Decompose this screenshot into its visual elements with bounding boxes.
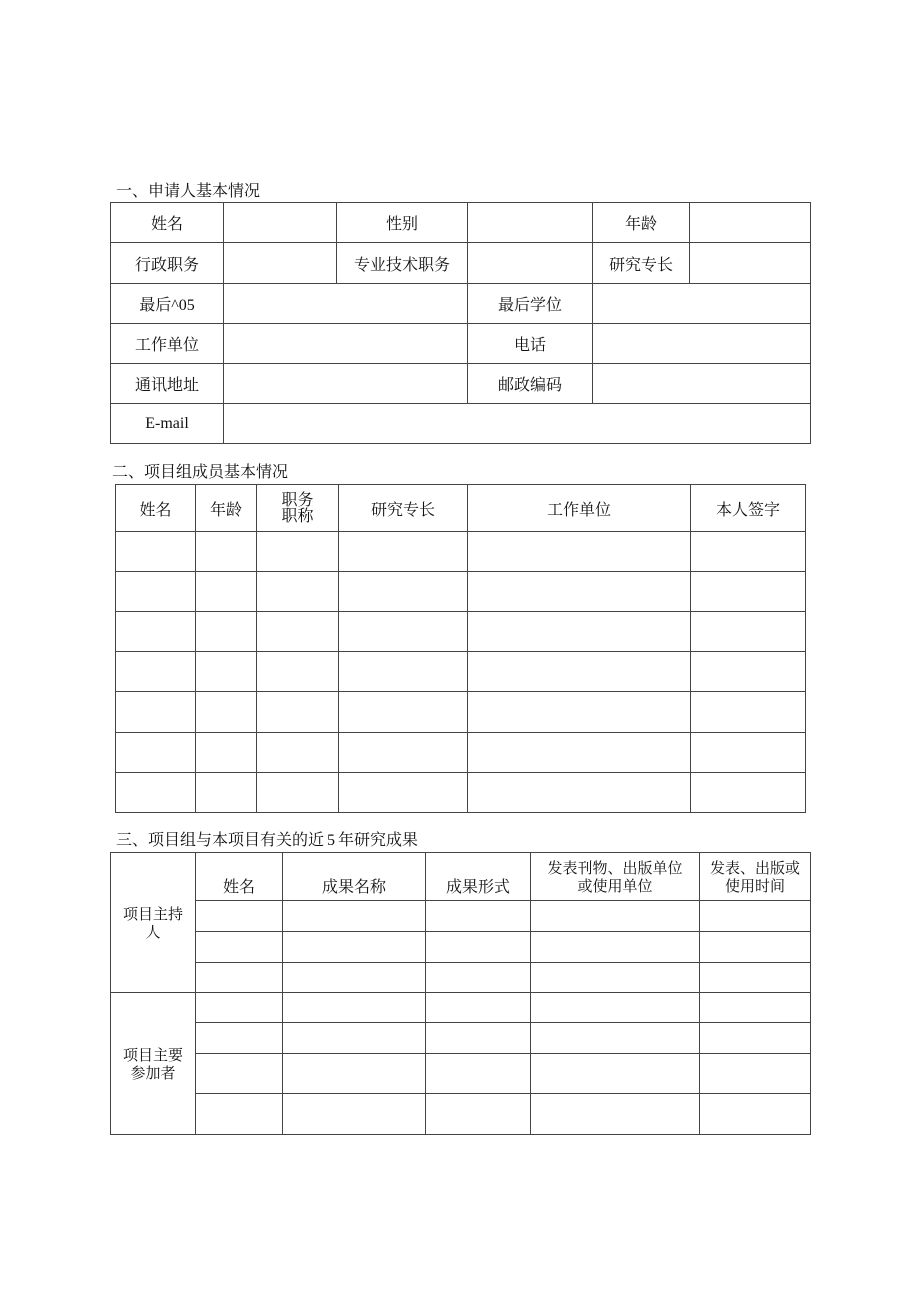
members-label-line2: 参加者 (130, 1063, 176, 1082)
achievements-header-time-line1: 发表、出版或 (709, 858, 800, 877)
label-last-degree: 最后学位 (468, 284, 593, 324)
members-header-title: 职称 (281, 506, 314, 525)
table-row (116, 572, 806, 612)
field-work-unit[interactable] (224, 324, 468, 364)
achievements-header-name: 姓名 (196, 853, 283, 901)
field-last-education[interactable] (224, 284, 468, 324)
section3-title-suffix: 年研究成果 (338, 830, 419, 849)
table-row (111, 1023, 811, 1054)
table-row (116, 773, 806, 813)
host-label-line2: 人 (145, 922, 161, 941)
achievements-header-time (700, 853, 811, 901)
section3-title-prefix: 三、项目组与本项目有关的近 (116, 830, 325, 849)
field-last-degree[interactable] (593, 284, 811, 324)
achievements-header-result-name: 成果名称 (283, 853, 426, 901)
label-name: 姓名 (111, 203, 224, 243)
table-row (111, 963, 811, 993)
table-row (116, 532, 806, 572)
members-header-work-unit: 工作单位 (468, 485, 691, 532)
label-phone: 电话 (468, 324, 593, 364)
members-header-name: 姓名 (116, 485, 196, 532)
field-email[interactable] (224, 404, 811, 444)
table-row (111, 932, 811, 963)
label-last-education: 最后^05 (111, 284, 224, 324)
host-group-label (111, 853, 196, 993)
host-label-line1: 项目主持 (122, 904, 183, 923)
table-row (116, 733, 806, 773)
achievements-header-time-line2: 使用时间 (724, 876, 785, 895)
members-group-label (111, 993, 196, 1135)
table-row (116, 652, 806, 692)
achievements-table (110, 852, 811, 1135)
field-tech-post[interactable] (468, 243, 593, 284)
table-row (116, 612, 806, 652)
field-postcode[interactable] (593, 364, 811, 404)
label-postcode: 邮政编码 (468, 364, 593, 404)
label-gender: 性别 (337, 203, 468, 243)
members-label-line1: 项目主要 (122, 1045, 183, 1064)
field-age[interactable] (690, 203, 811, 243)
members-header-post: 职务 (281, 490, 314, 509)
section1-title: 一、申请人基本情况 (116, 181, 261, 200)
label-work-unit: 工作单位 (111, 324, 224, 364)
members-table (115, 484, 806, 813)
achievements-header-result-form: 成果形式 (426, 853, 531, 901)
applicant-info-table (110, 202, 811, 444)
label-address: 通讯地址 (111, 364, 224, 404)
field-specialty[interactable] (690, 243, 811, 284)
label-email: E-mail (111, 404, 224, 444)
table-row (111, 901, 811, 932)
members-header-specialty: 研究专长 (339, 485, 468, 532)
achievements-header-publisher-line1: 发表刊物、出版单位 (547, 858, 683, 877)
label-age: 年龄 (593, 203, 690, 243)
members-header-post-title (257, 485, 339, 532)
field-address[interactable] (224, 364, 468, 404)
achievements-header-publisher (531, 853, 700, 901)
section2-title: 二、项目组成员基本情况 (112, 462, 289, 481)
field-admin-post[interactable] (224, 243, 337, 284)
label-specialty: 研究专长 (593, 243, 690, 284)
members-header-signature: 本人签字 (691, 485, 806, 532)
label-admin-post: 行政职务 (111, 243, 224, 284)
table-row (111, 993, 811, 1023)
label-tech-post: 专业技术职务 (337, 243, 468, 284)
achievements-header-publisher-line2: 或使用单位 (577, 876, 653, 895)
table-row (116, 692, 806, 733)
members-header-age: 年龄 (196, 485, 257, 532)
table-row (111, 1094, 811, 1135)
table-row (111, 1054, 811, 1094)
field-name[interactable] (224, 203, 337, 243)
section3-title-number: 5 (327, 832, 336, 849)
field-gender[interactable] (468, 203, 593, 243)
field-phone[interactable] (593, 324, 811, 364)
section3-title (116, 830, 418, 851)
